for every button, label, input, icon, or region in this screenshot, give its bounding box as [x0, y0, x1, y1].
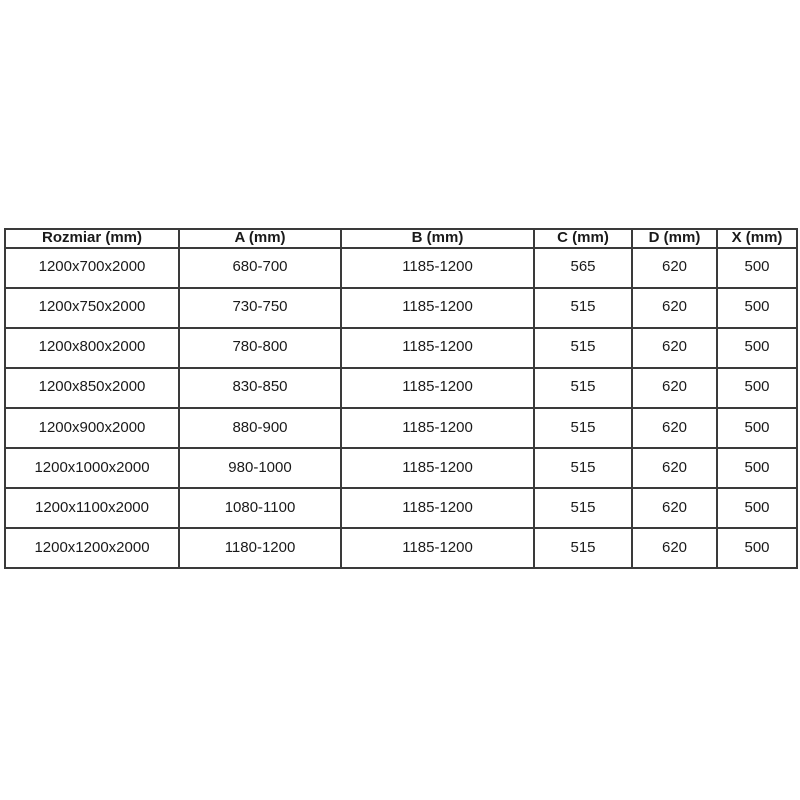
- table-cell: 1185-1200: [341, 328, 534, 368]
- table-cell: 1180-1200: [179, 528, 341, 568]
- col-header-x: X (mm): [717, 229, 797, 248]
- table-cell: 980-1000: [179, 448, 341, 488]
- table-cell: 620: [632, 368, 717, 408]
- table-row: [5, 248, 797, 288]
- table-cell: 515: [534, 408, 632, 448]
- table-cell: 730-750: [179, 288, 341, 328]
- table-cell: 620: [632, 288, 717, 328]
- table-cell: 515: [534, 288, 632, 328]
- table-cell: 1200x800x2000: [5, 328, 179, 368]
- table-cell: 1080-1100: [179, 488, 341, 528]
- table-cell: 620: [632, 248, 717, 288]
- table-row: [5, 328, 797, 368]
- table-cell: 515: [534, 488, 632, 528]
- table-cell: 515: [534, 528, 632, 568]
- table-cell: 500: [717, 488, 797, 528]
- table-cell: 500: [717, 408, 797, 448]
- header-row: [5, 229, 797, 248]
- table-cell: 1200x1000x2000: [5, 448, 179, 488]
- table-cell: 1200x850x2000: [5, 368, 179, 408]
- col-header-d: D (mm): [632, 229, 717, 248]
- table-cell: 565: [534, 248, 632, 288]
- size-spec-table: [4, 228, 798, 569]
- table-cell: 515: [534, 368, 632, 408]
- table-cell: 1185-1200: [341, 408, 534, 448]
- table-cell: 515: [534, 328, 632, 368]
- table-cell: 1200x1200x2000: [5, 528, 179, 568]
- col-header-rozmiar: Rozmiar (mm): [5, 229, 179, 248]
- table-cell: 1200x1100x2000: [5, 488, 179, 528]
- table-cell: 1185-1200: [341, 248, 534, 288]
- table-cell: 880-900: [179, 408, 341, 448]
- col-header-a: A (mm): [179, 229, 341, 248]
- table-row: [5, 408, 797, 448]
- table-cell: 500: [717, 288, 797, 328]
- table-row: [5, 368, 797, 408]
- table-row: [5, 448, 797, 488]
- table-cell: 620: [632, 328, 717, 368]
- table-cell: 620: [632, 528, 717, 568]
- table-cell: 500: [717, 368, 797, 408]
- table-cell: 500: [717, 328, 797, 368]
- table-cell: 1185-1200: [341, 488, 534, 528]
- table-row: [5, 288, 797, 328]
- table-cell: 500: [717, 528, 797, 568]
- col-header-b: B (mm): [341, 229, 534, 248]
- table-cell: 780-800: [179, 328, 341, 368]
- table-row: [5, 528, 797, 568]
- table-row: [5, 488, 797, 528]
- table-cell: 1185-1200: [341, 288, 534, 328]
- table-body: [5, 248, 797, 569]
- table-cell: 500: [717, 448, 797, 488]
- table-cell: 1200x700x2000: [5, 248, 179, 288]
- table-cell: 1185-1200: [341, 528, 534, 568]
- table-cell: 1185-1200: [341, 368, 534, 408]
- table-cell: 1185-1200: [341, 448, 534, 488]
- table-cell: 1200x900x2000: [5, 408, 179, 448]
- col-header-c: C (mm): [534, 229, 632, 248]
- table-cell: 620: [632, 448, 717, 488]
- table-cell: 515: [534, 448, 632, 488]
- table-cell: 680-700: [179, 248, 341, 288]
- table-cell: 620: [632, 488, 717, 528]
- table-cell: 620: [632, 408, 717, 448]
- table-cell: 500: [717, 248, 797, 288]
- table-cell: 1200x750x2000: [5, 288, 179, 328]
- table-cell: 830-850: [179, 368, 341, 408]
